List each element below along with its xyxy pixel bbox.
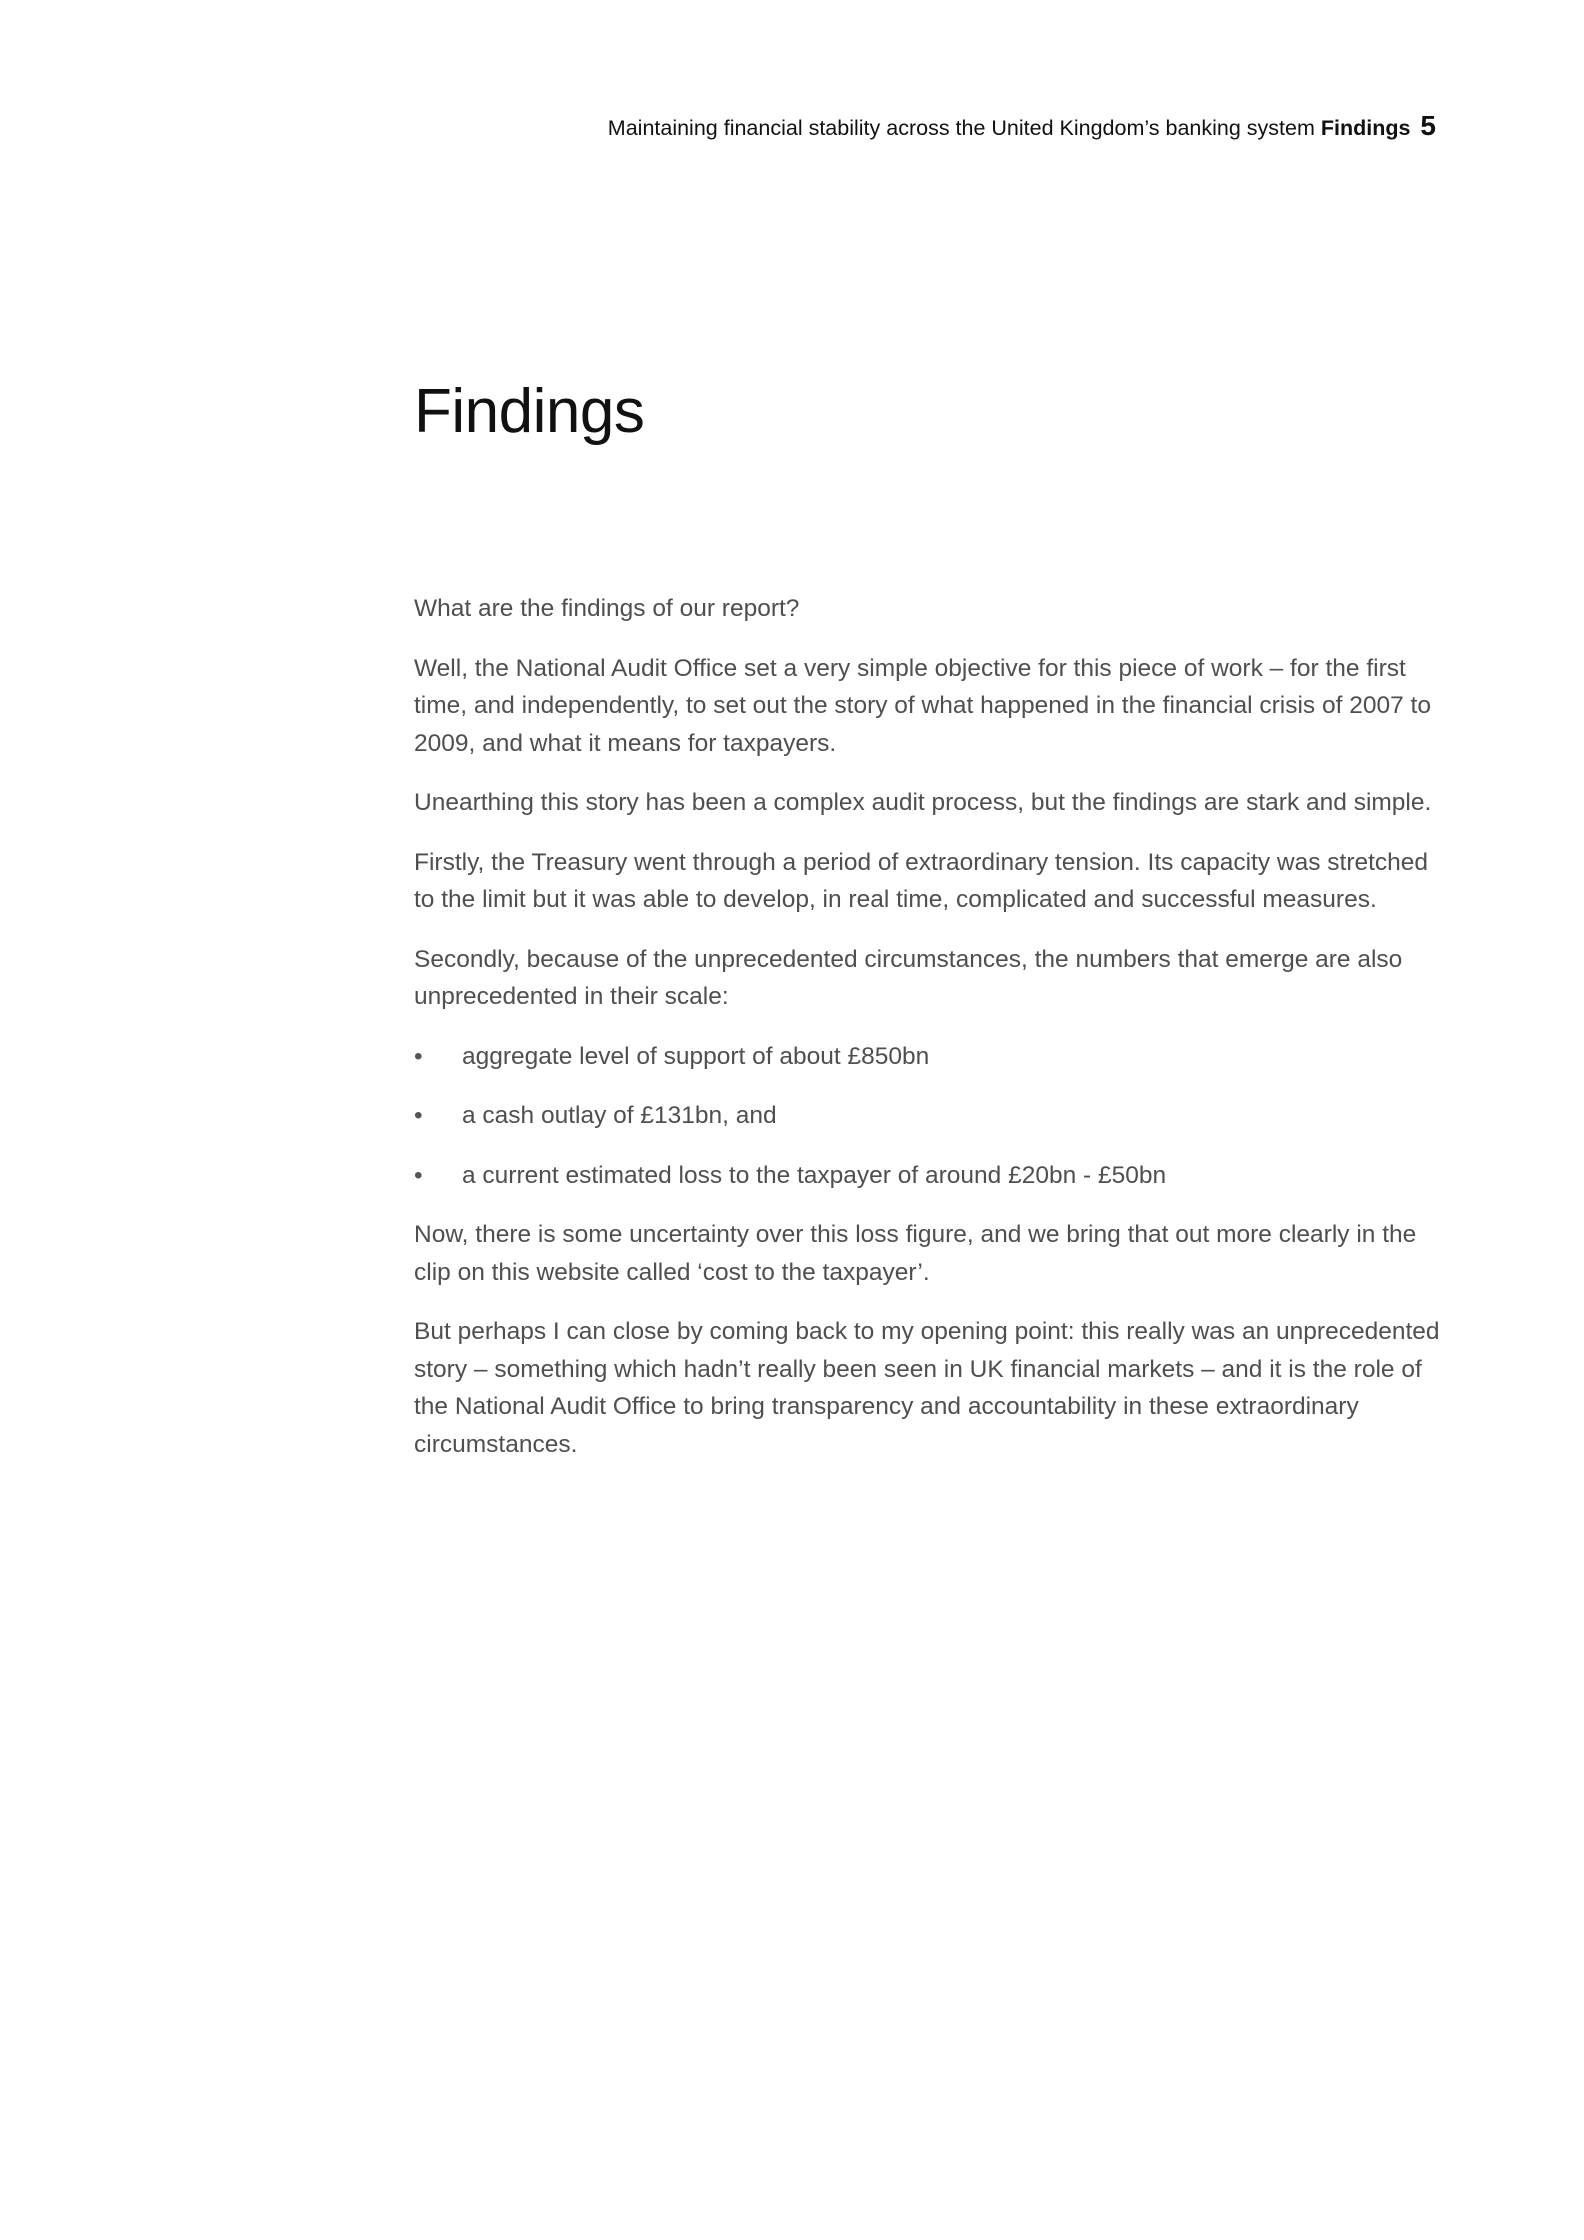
paragraph-closing: But perhaps I can close by coming back to my opening point: this really was an unprecedented story – something which hadn’t really been seen in UK financial markets – and it is the role of the National Audit Office to bring transparency and accountability in these extraordinary circumstances.	[414, 1318, 1440, 1458]
paragraph-objective: Well, the National Audit Office set a very simple objective for this piece of work – for the first time, and independently, to set out the story of what happened in the financial crisis of 2007 to 2009, and what it means for taxpayers.	[414, 654, 1431, 757]
bullet-icon: •	[414, 1102, 423, 1129]
list-item-text: a current estimated loss to the taxpayer of around £20bn - £50bn	[462, 1161, 1167, 1189]
running-header	[516, 110, 1436, 142]
running-section: Findings	[1320, 116, 1411, 140]
paragraph-audit-process: Unearthing this story has been a complex audit process, but the findings are stark and simple.	[414, 789, 1432, 816]
running-title: Maintaining financial stability across the United Kingdom’s banking system	[607, 116, 1315, 140]
paragraph-question: What are the findings of our report?	[414, 595, 800, 622]
list-item	[414, 1038, 1440, 1076]
paragraph-secondly: Secondly, because of the unprecedented circumstances, the numbers that emerge are also unprecedented in their scale:	[414, 945, 1403, 1010]
paragraph-firstly: Firstly, the Treasury went through a period of extraordinary tension. Its capacity was stretched to the limit but it was able to develop, in real time, complicated and successful measures.	[414, 848, 1429, 913]
figures-list	[414, 1038, 1440, 1195]
bullet-icon: •	[414, 1161, 423, 1189]
bullet-icon: •	[414, 1042, 423, 1070]
list-item-text: a cash outlay of £131bn, and	[462, 1102, 777, 1129]
list-item	[414, 1097, 1440, 1135]
body-text	[414, 590, 1440, 1485]
list-item-text: aggregate level of support of about £850bn	[462, 1042, 930, 1070]
paragraph-uncertainty: Now, there is some uncertainty over this loss figure, and we bring that out more clearly in the clip on this website called ‘cost to the taxpayer’.	[414, 1221, 1417, 1286]
list-item	[414, 1157, 1440, 1195]
page-title: Findings	[414, 377, 645, 446]
page-number: 5	[1420, 110, 1436, 141]
